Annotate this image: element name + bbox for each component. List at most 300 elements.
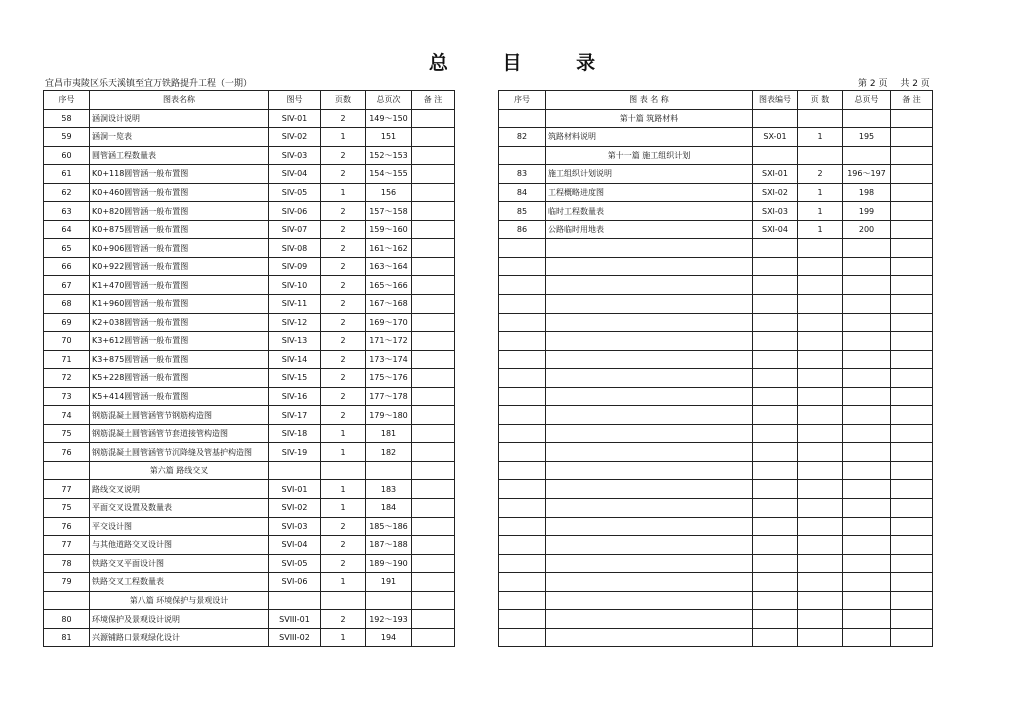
table-row xyxy=(44,109,455,128)
cell-range xyxy=(843,295,891,314)
table-row xyxy=(44,146,455,165)
cell-range xyxy=(843,591,891,610)
cell-remark xyxy=(412,406,455,425)
cell-empty xyxy=(412,591,455,610)
cell-no: 82 xyxy=(499,128,546,147)
cell-empty xyxy=(321,461,366,480)
cell-pages: 1 xyxy=(321,183,366,202)
cell-range xyxy=(843,554,891,573)
cell-range: 196～197 xyxy=(843,165,891,184)
empty-row xyxy=(499,461,933,480)
empty-row xyxy=(499,554,933,573)
cell-remark xyxy=(412,387,455,406)
cell-name: K0+875圆管涵一般布置图 xyxy=(90,220,269,239)
table-row xyxy=(44,165,455,184)
cell-name xyxy=(546,628,753,647)
cell-range: 167～168 xyxy=(366,295,412,314)
cell-pages: 2 xyxy=(321,610,366,629)
cell-code xyxy=(753,499,798,518)
header-no: 序号 xyxy=(44,91,90,110)
cell-range: 191 xyxy=(366,573,412,592)
cell-no: 62 xyxy=(44,183,90,202)
cell-no: 71 xyxy=(44,350,90,369)
cell-pages: 1 xyxy=(321,573,366,592)
title-char-1: 总 xyxy=(428,52,448,74)
cell-no: 68 xyxy=(44,295,90,314)
table-row xyxy=(44,332,455,351)
cell-code xyxy=(753,517,798,536)
cell-no: 83 xyxy=(499,165,546,184)
cell-pages: 2 xyxy=(321,146,366,165)
header-code: 图号 xyxy=(269,91,321,110)
table-row xyxy=(44,257,455,276)
cell-code xyxy=(753,369,798,388)
empty-row xyxy=(499,536,933,555)
cell-remark xyxy=(412,628,455,647)
table-row xyxy=(44,239,455,258)
cell-empty xyxy=(321,591,366,610)
cell-remark xyxy=(412,369,455,388)
cell-code xyxy=(753,424,798,443)
cell-remark xyxy=(412,480,455,499)
cell-name: 公路临时用地表 xyxy=(546,220,753,239)
cell-range xyxy=(843,499,891,518)
cell-range: 157～158 xyxy=(366,202,412,221)
cell-no xyxy=(499,499,546,518)
cell-code: SIV-19 xyxy=(269,443,321,462)
cell-remark xyxy=(412,517,455,536)
cell-code xyxy=(753,628,798,647)
table-row xyxy=(499,202,933,221)
cell-code: SIV-01 xyxy=(269,109,321,128)
cell-range: 149～150 xyxy=(366,109,412,128)
cell-name xyxy=(546,350,753,369)
cell-range: 161～162 xyxy=(366,239,412,258)
cell-pages xyxy=(798,591,843,610)
cell-name: 涵洞一览表 xyxy=(90,128,269,147)
table-row xyxy=(499,220,933,239)
cell-pages: 2 xyxy=(321,369,366,388)
page-current: 第 2 页 xyxy=(858,79,888,89)
cell-empty xyxy=(366,461,412,480)
table-row xyxy=(44,443,455,462)
cell-name: 钢筋混凝土圆管涵管节套道接管构造图 xyxy=(90,424,269,443)
cell-remark xyxy=(412,332,455,351)
cell-pages: 2 xyxy=(321,202,366,221)
cell-range: 177～178 xyxy=(366,387,412,406)
cell-remark xyxy=(412,610,455,629)
table-header-row xyxy=(499,91,933,110)
cell-remark xyxy=(891,276,933,295)
cell-name: 圆管涵工程数量表 xyxy=(90,146,269,165)
cell-name xyxy=(546,276,753,295)
cell-pages: 1 xyxy=(798,220,843,239)
cell-pages xyxy=(798,276,843,295)
cell-code: SVI-02 xyxy=(269,499,321,518)
cell-pages xyxy=(798,257,843,276)
cell-name: 钢筋混凝土圆管涵管节沉降缝及管基护构造图 xyxy=(90,443,269,462)
cell-range xyxy=(843,573,891,592)
cell-remark xyxy=(891,591,933,610)
cell-code: SIV-09 xyxy=(269,257,321,276)
cell-pages xyxy=(798,480,843,499)
right-index-table xyxy=(498,90,933,647)
cell-name: K5+228圆管涵一般布置图 xyxy=(90,369,269,388)
cell-name xyxy=(546,369,753,388)
cell-code: SIV-07 xyxy=(269,220,321,239)
cell-remark xyxy=(891,350,933,369)
cell-no: 66 xyxy=(44,257,90,276)
cell-code: SIV-14 xyxy=(269,350,321,369)
table-row xyxy=(499,183,933,202)
cell-no: 75 xyxy=(44,499,90,518)
empty-row xyxy=(499,517,933,536)
cell-remark xyxy=(891,332,933,351)
cell-no xyxy=(499,610,546,629)
table-row xyxy=(44,387,455,406)
cell-range: 182 xyxy=(366,443,412,462)
cell-no xyxy=(499,554,546,573)
cell-no xyxy=(499,461,546,480)
cell-pages xyxy=(798,610,843,629)
cell-remark xyxy=(412,239,455,258)
cell-pages: 2 xyxy=(321,350,366,369)
cell-no: 70 xyxy=(44,332,90,351)
cell-name: 铁路交叉平面设计图 xyxy=(90,554,269,573)
cell-remark xyxy=(412,257,455,276)
section-title: 第八篇 环境保护与景观设计 xyxy=(90,591,269,610)
cell-code: SIV-06 xyxy=(269,202,321,221)
cell-range: 183 xyxy=(366,480,412,499)
cell-remark xyxy=(891,387,933,406)
cell-range xyxy=(843,369,891,388)
cell-no xyxy=(499,239,546,258)
cell-no: 78 xyxy=(44,554,90,573)
cell-no: 80 xyxy=(44,610,90,629)
cell-empty xyxy=(843,109,891,128)
cell-range xyxy=(843,443,891,462)
cell-pages xyxy=(798,406,843,425)
section-row xyxy=(499,109,933,128)
cell-pages xyxy=(798,517,843,536)
cell-name: 铁路交叉工程数量表 xyxy=(90,573,269,592)
cell-no xyxy=(499,480,546,499)
cell-no xyxy=(499,313,546,332)
cell-no: 75 xyxy=(44,424,90,443)
cell-range: 200 xyxy=(843,220,891,239)
cell-range: 175～176 xyxy=(366,369,412,388)
cell-no xyxy=(499,536,546,555)
cell-pages: 2 xyxy=(321,220,366,239)
cell-pages xyxy=(798,350,843,369)
cell-remark xyxy=(412,165,455,184)
cell-code xyxy=(753,573,798,592)
empty-row xyxy=(499,573,933,592)
section-row xyxy=(44,591,455,610)
empty-row xyxy=(499,628,933,647)
cell-range xyxy=(843,387,891,406)
cell-code xyxy=(753,480,798,499)
cell-pages: 1 xyxy=(321,628,366,647)
cell-no: 59 xyxy=(44,128,90,147)
cell-pages xyxy=(798,369,843,388)
cell-name: 兴源铺路口景观绿化设计 xyxy=(90,628,269,647)
empty-row xyxy=(499,276,933,295)
cell-no: 61 xyxy=(44,165,90,184)
table-row xyxy=(44,276,455,295)
table-row xyxy=(44,628,455,647)
cell-pages: 1 xyxy=(798,128,843,147)
cell-pages: 2 xyxy=(321,554,366,573)
cell-name xyxy=(546,610,753,629)
cell-no xyxy=(499,517,546,536)
cell-empty xyxy=(366,591,412,610)
cell-no: 64 xyxy=(44,220,90,239)
cell-no xyxy=(499,146,546,165)
cell-pages xyxy=(798,387,843,406)
cell-range: 198 xyxy=(843,183,891,202)
cell-range: 189～190 xyxy=(366,554,412,573)
cell-code xyxy=(753,295,798,314)
cell-empty xyxy=(891,146,933,165)
cell-pages: 1 xyxy=(798,202,843,221)
cell-code xyxy=(753,257,798,276)
cell-code: SX-01 xyxy=(753,128,798,147)
cell-no xyxy=(499,573,546,592)
cell-remark xyxy=(412,109,455,128)
cell-no: 77 xyxy=(44,536,90,555)
cell-remark xyxy=(891,443,933,462)
cell-name xyxy=(546,536,753,555)
cell-range xyxy=(843,424,891,443)
table-row xyxy=(44,369,455,388)
cell-name: K2+038圆管涵一般布置图 xyxy=(90,313,269,332)
cell-pages: 1 xyxy=(321,480,366,499)
cell-range: 181 xyxy=(366,424,412,443)
cell-no: 65 xyxy=(44,239,90,258)
cell-pages xyxy=(798,443,843,462)
header-pages: 页 数 xyxy=(798,91,843,110)
table-row xyxy=(44,313,455,332)
cell-range: 195 xyxy=(843,128,891,147)
cell-code: SIV-08 xyxy=(269,239,321,258)
cell-pages: 2 xyxy=(321,313,366,332)
cell-no: 84 xyxy=(499,183,546,202)
cell-remark xyxy=(891,369,933,388)
cell-pages: 2 xyxy=(321,109,366,128)
table-row xyxy=(44,295,455,314)
cell-remark xyxy=(891,257,933,276)
cell-range xyxy=(843,276,891,295)
cell-name xyxy=(546,461,753,480)
cell-pages: 1 xyxy=(321,128,366,147)
cell-range xyxy=(843,628,891,647)
cell-code xyxy=(753,461,798,480)
cell-name xyxy=(546,387,753,406)
cell-range: 152～153 xyxy=(366,146,412,165)
empty-row xyxy=(499,350,933,369)
cell-remark xyxy=(891,424,933,443)
cell-no xyxy=(44,591,90,610)
cell-pages: 2 xyxy=(321,406,366,425)
table-row xyxy=(44,202,455,221)
cell-no xyxy=(499,628,546,647)
empty-row xyxy=(499,332,933,351)
cell-name: K0+118圆管涵一般布置图 xyxy=(90,165,269,184)
cell-remark xyxy=(891,554,933,573)
cell-empty xyxy=(891,109,933,128)
cell-pages: 2 xyxy=(321,257,366,276)
cell-remark xyxy=(412,220,455,239)
cell-remark xyxy=(891,220,933,239)
empty-row xyxy=(499,591,933,610)
cell-code xyxy=(753,387,798,406)
cell-range xyxy=(843,480,891,499)
cell-pages: 2 xyxy=(321,332,366,351)
cell-no: 79 xyxy=(44,573,90,592)
cell-remark xyxy=(412,499,455,518)
cell-name: K0+820圆管涵一般布置图 xyxy=(90,202,269,221)
cell-name: 路线交叉说明 xyxy=(90,480,269,499)
cell-no xyxy=(499,257,546,276)
cell-name xyxy=(546,257,753,276)
cell-remark xyxy=(412,146,455,165)
cell-remark xyxy=(412,295,455,314)
cell-code xyxy=(753,313,798,332)
cell-code xyxy=(753,350,798,369)
cell-name: K5+414圆管涵一般布置图 xyxy=(90,387,269,406)
cell-code: SVI-06 xyxy=(269,573,321,592)
cell-remark xyxy=(412,443,455,462)
header-remark: 备 注 xyxy=(891,91,933,110)
cell-code xyxy=(753,591,798,610)
cell-name: K1+470圆管涵一般布置图 xyxy=(90,276,269,295)
cell-name: 临时工程数量表 xyxy=(546,202,753,221)
cell-pages xyxy=(798,239,843,258)
cell-no: 72 xyxy=(44,369,90,388)
cell-remark xyxy=(412,573,455,592)
cell-range xyxy=(843,313,891,332)
cell-remark xyxy=(412,202,455,221)
cell-range: 179～180 xyxy=(366,406,412,425)
cell-name: K3+612圆管涵一般布置图 xyxy=(90,332,269,351)
table-row xyxy=(44,183,455,202)
table-row xyxy=(499,128,933,147)
cell-pages: 2 xyxy=(321,239,366,258)
table-row xyxy=(44,406,455,425)
cell-name xyxy=(546,295,753,314)
cell-name xyxy=(546,554,753,573)
empty-row xyxy=(499,295,933,314)
cell-range xyxy=(843,536,891,555)
cell-remark xyxy=(412,424,455,443)
cell-code: SVI-03 xyxy=(269,517,321,536)
table-row xyxy=(44,350,455,369)
empty-row xyxy=(499,313,933,332)
cell-pages: 1 xyxy=(798,183,843,202)
cell-remark xyxy=(891,517,933,536)
cell-name xyxy=(546,499,753,518)
cell-code xyxy=(753,276,798,295)
cell-pages: 2 xyxy=(321,387,366,406)
cell-pages: 2 xyxy=(321,536,366,555)
cell-name: K1+960圆管涵一般布置图 xyxy=(90,295,269,314)
cell-pages xyxy=(798,332,843,351)
cell-name xyxy=(546,406,753,425)
cell-range: 184 xyxy=(366,499,412,518)
cell-no: 58 xyxy=(44,109,90,128)
cell-name xyxy=(546,517,753,536)
cell-pages: 2 xyxy=(321,295,366,314)
title-char-2: 目 xyxy=(502,52,522,74)
cell-pages xyxy=(798,536,843,555)
cell-code: SIV-11 xyxy=(269,295,321,314)
cell-empty xyxy=(753,109,798,128)
cell-no xyxy=(499,332,546,351)
cell-range xyxy=(843,517,891,536)
cell-name: 环境保护及景观设计说明 xyxy=(90,610,269,629)
cell-pages: 1 xyxy=(321,499,366,518)
cell-name xyxy=(546,424,753,443)
cell-code: SVIII-01 xyxy=(269,610,321,629)
cell-name: 与其他道路交叉设计图 xyxy=(90,536,269,555)
empty-row xyxy=(499,424,933,443)
table-row xyxy=(44,610,455,629)
cell-no xyxy=(499,387,546,406)
header-name: 图表名称 xyxy=(90,91,269,110)
cell-remark xyxy=(891,573,933,592)
table-row xyxy=(44,517,455,536)
cell-empty xyxy=(798,146,843,165)
cell-empty xyxy=(843,146,891,165)
cell-remark xyxy=(891,295,933,314)
cell-pages xyxy=(798,295,843,314)
header-no: 序号 xyxy=(499,91,546,110)
cell-range: 192～193 xyxy=(366,610,412,629)
cell-no xyxy=(499,443,546,462)
cell-no xyxy=(499,109,546,128)
cell-pages xyxy=(798,499,843,518)
empty-row xyxy=(499,239,933,258)
table-header-row xyxy=(44,91,455,110)
cell-remark xyxy=(891,202,933,221)
table-row xyxy=(44,499,455,518)
cell-name: K0+906圆管涵一般布置图 xyxy=(90,239,269,258)
page-title xyxy=(0,48,1024,75)
cell-code xyxy=(753,443,798,462)
cell-code: SXI-01 xyxy=(753,165,798,184)
cell-range xyxy=(843,461,891,480)
cell-remark xyxy=(891,183,933,202)
cell-code: SVI-04 xyxy=(269,536,321,555)
cell-pages xyxy=(798,573,843,592)
cell-range: 159～160 xyxy=(366,220,412,239)
cell-code xyxy=(753,610,798,629)
cell-no: 86 xyxy=(499,220,546,239)
cell-remark xyxy=(891,461,933,480)
empty-row xyxy=(499,480,933,499)
cell-range xyxy=(843,610,891,629)
cell-empty xyxy=(412,461,455,480)
cell-pages: 2 xyxy=(798,165,843,184)
empty-row xyxy=(499,369,933,388)
cell-name: 工程概略进度图 xyxy=(546,183,753,202)
cell-no: 85 xyxy=(499,202,546,221)
cell-no: 74 xyxy=(44,406,90,425)
cell-no xyxy=(499,276,546,295)
cell-range: 199 xyxy=(843,202,891,221)
cell-no: 69 xyxy=(44,313,90,332)
